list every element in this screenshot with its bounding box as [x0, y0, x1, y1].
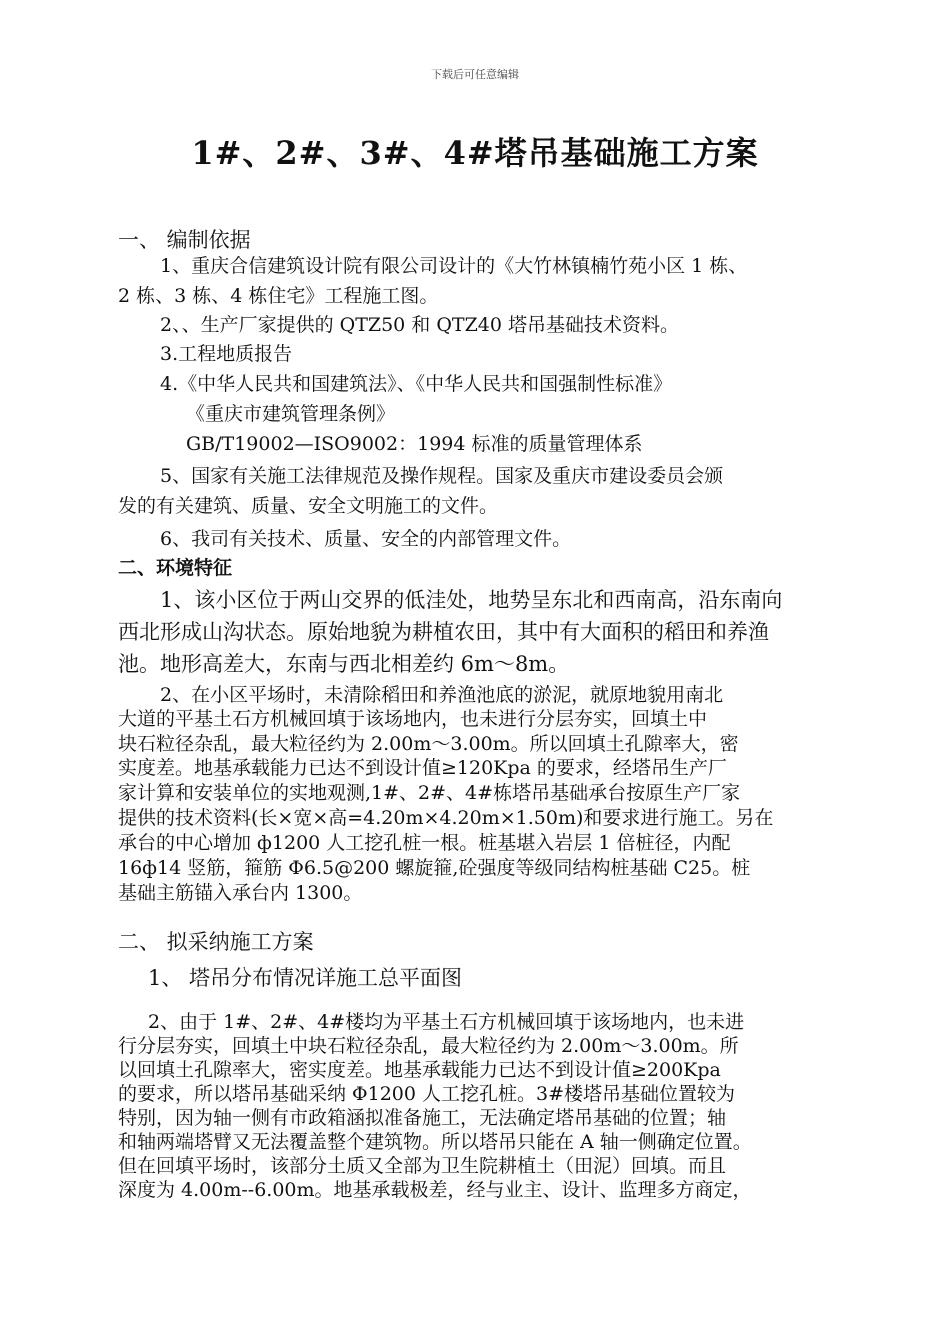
basis-item-4-line-c: GB/T19002—ISO9002：1994 标准的质量管理体系	[186, 433, 643, 455]
basis-item-5-line-b: 发的有关建筑、质量、安全文明施工的文件。	[118, 495, 499, 517]
section-heading-basis: 一、 编制依据	[118, 228, 251, 252]
environment-p1-line-b: 西北形成山沟状态。原始地貌为耕植农田，其中有大面积的稻田和养渔	[118, 620, 769, 644]
plan-p2-line-c: 以回填土孔隙率大，密实度差。地基承载能力已达不到设计值≥200Kpa	[118, 1059, 721, 1081]
plan-p2-line-e: 特别，因为轴一侧有市政箱涵拟准备施工，无法确定塔吊基础的位置；轴	[118, 1107, 727, 1129]
basis-item-4-line-b: 《重庆市建筑管理条例》	[186, 403, 396, 425]
plan-p2-line-b: 行分层夯实，回填土中块石粒径杂乱，最大粒径约为 2.00m～3.00m。所	[118, 1035, 739, 1057]
environment-p2-line-f: 提供的技术资料(长×宽×高=4.20m×4.20m×1.50m)和要求进行施工。另在	[118, 807, 774, 829]
environment-p2-line-e: 家计算和安装单位的实地观测,1#、2#、4#栋塔吊基础承台按原生产厂家	[118, 782, 741, 804]
basis-item-1-line-a: 1、重庆合信建筑设计院有限公司设计的《大竹林镇楠竹苑小区 1 栋、	[160, 255, 748, 277]
environment-p2-line-b: 大道的平基土石方机械回填于该场地内，也未进行分层夯实，回填土中	[118, 708, 708, 730]
plan-p2-line-f: 和轴两端塔臂又无法覆盖整个建筑物。所以塔吊只能在 A 轴一侧确定位置。	[118, 1131, 752, 1153]
plan-p2-line-g: 但在回填平场时，该部分土质又全部为卫生院耕植土（田泥）回填。而且	[118, 1155, 727, 1177]
environment-p1-line-a: 1、该小区位于两山交界的低洼处，地势呈东北和西南高，沿东南向	[160, 588, 783, 612]
document-title: 1#、2#、3#、4#塔吊基础施工方案	[191, 134, 759, 172]
plan-p2-line-h: 深度为 4.00m--6.00m。地基承载极差，经与业主、设计、监理多方商定，	[118, 1179, 752, 1201]
plan-p2-line-a: 2、由于 1#、2#、4#楼均为平基土石方机械回填于该场地内，也未进	[148, 1011, 745, 1033]
section-heading-environment: 二、环境特征	[118, 557, 233, 579]
basis-item-3: 3.工程地质报告	[160, 343, 293, 365]
plan-p2-line-d: 的要求，所以塔吊基础采纳 Φ1200 人工挖孔桩。3#楼塔吊基础位置较为	[118, 1083, 736, 1105]
environment-p2-line-g: 承台的中心增加 ф1200 人工挖孔桩一根。桩基堪入岩层 1 倍桩径，内配	[118, 832, 731, 854]
section-heading-plan: 二、 拟采纳施工方案	[118, 930, 314, 954]
plan-item-1: 1、 塔吊分布情况详施工总平面图	[148, 966, 463, 990]
environment-p2-line-i: 基础主筋锚入承台内 1300。	[118, 882, 363, 904]
basis-item-4-line-a: 4.《中华人民共和国建筑法》、《中华人民共和国强制性标准》	[160, 373, 673, 395]
environment-p2-line-h: 16ф14 竖筋，箍筋 Φ6.5@200 螺旋箍,砼强度等级同结构桩基础 C25。桩	[118, 857, 751, 879]
basis-item-1-line-b: 2 栋、3 栋、4 栋住宅》工程施工图。	[118, 285, 439, 307]
environment-p2-line-c: 块石粒径杂乱，最大粒径约为 2.00m～3.00m。所以回填土孔隙率大，密	[118, 733, 739, 755]
basis-item-2: 2、、生产厂家提供的 QTZ50 和 QTZ40 塔吊基础技术资料。	[160, 314, 680, 336]
header-note: 下载后可任意编辑	[431, 68, 519, 81]
basis-item-6: 6、我司有关技术、质量、安全的内部管理文件。	[160, 528, 572, 550]
basis-item-5-line-a: 5、国家有关施工法律规范及操作规程。国家及重庆市建设委员会颁	[160, 465, 724, 487]
environment-p1-line-c: 池。地形高差大，东南与西北相差约 6m～8m。	[118, 652, 570, 676]
environment-p2-line-a: 2、在小区平场时，未清除稻田和养渔池底的淤泥，就原地貌用南北	[160, 684, 724, 706]
environment-p2-line-d: 实度差。地基承载能力已达不到设计值≥120Kpa 的要求，经塔吊生产厂	[118, 757, 727, 779]
